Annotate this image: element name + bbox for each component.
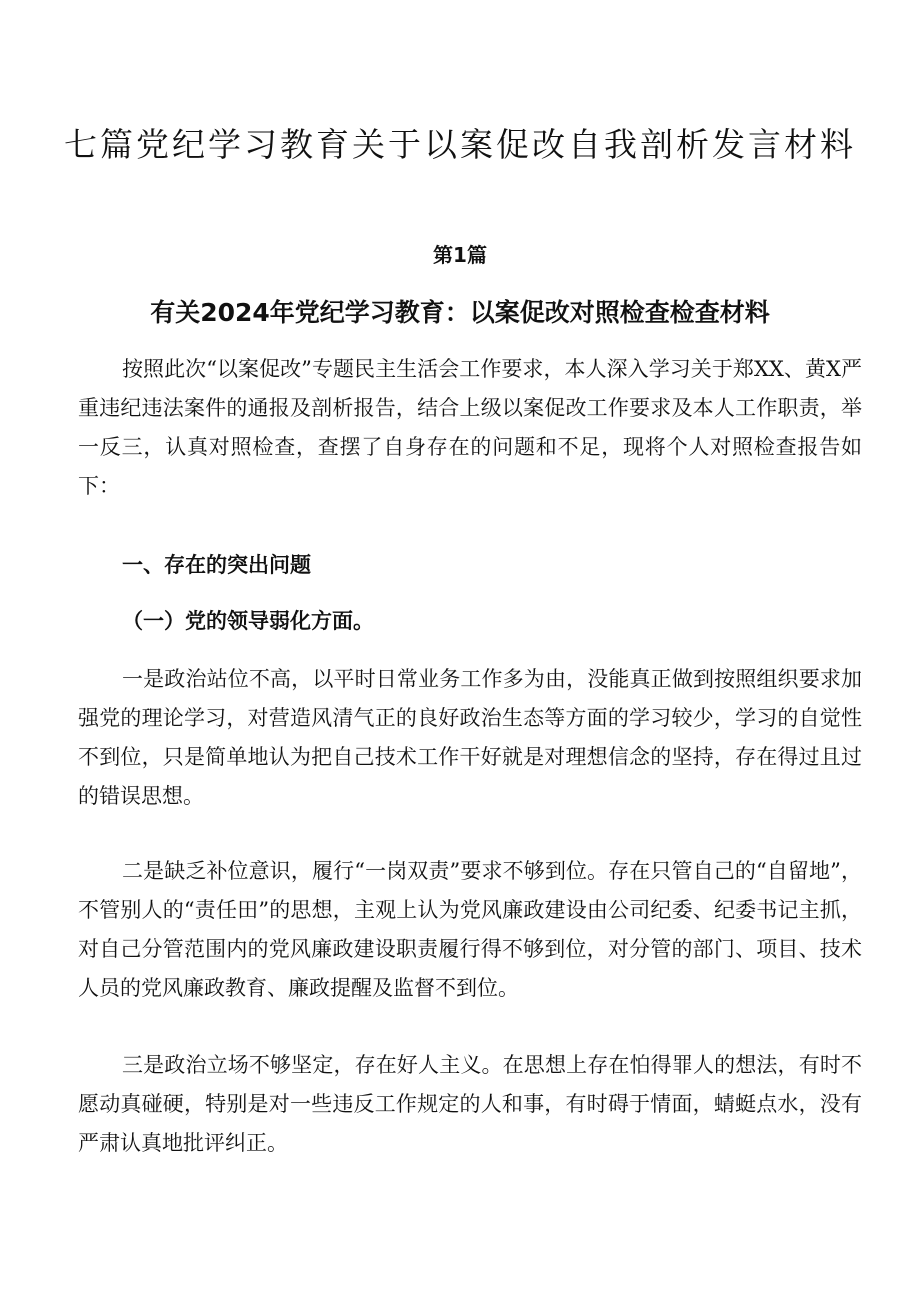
section-heading: 一、存在的突出问题 [122, 553, 311, 577]
body-paragraph-3: 三是政治立场不够坚定，存在好人主义。在思想上存在怕得罪人的想法，有时不愿动真碰硬，特别是对一些违反工作规定的人和事，有时碍于情面，蜻蜓点水，没有严肃认真地批评纠正。 [78, 1053, 862, 1155]
article-subtitle: 有关2024年党纪学习教育：以案促改对照检查检查材料 [150, 298, 770, 327]
body-paragraph-2: 二是缺乏补位意识，履行“一岗双责”要求不够到位。存在只管自己的“自留地”，不管别人的“责任田”的思想，主观上认为党风廉政建设由公司纪委、纪委书记主抓，对自己分管范围内的党风廉政建设职责履行得不够到位，对分管的部门、项目、技术人员的党风廉政教育、廉政提醒及监督不到位。 [78, 859, 862, 1000]
chapter-label: 第1篇 [433, 243, 487, 267]
body-paragraph-1: 一是政治站位不高，以平时日常业务工作多为由，没能真正做到按照组织要求加强党的理论学习，对营造风清气正的良好政治生态等方面的学习较少，学习的自觉性不到位，只是简单地认为把自己技术工作干好就是对理想信念的坚持，存在得过且过的错误思想。 [78, 667, 862, 808]
intro-paragraph: 按照此次“以案促改”专题民主生活会工作要求，本人深入学习关于郑XX、黄X严重违纪违法案件的通报及剖析报告，结合上级以案促改工作要求及本人工作职责，举一反三，认真对照检查，查摆了自身存在的问题和不足，现将个人对照检查报告如下： [78, 357, 862, 498]
subsection-heading: （一）党的领导弱化方面。 [122, 608, 374, 633]
document-title: 七篇党纪学习教育关于以案促改自我剖析发言材料 [64, 125, 856, 164]
